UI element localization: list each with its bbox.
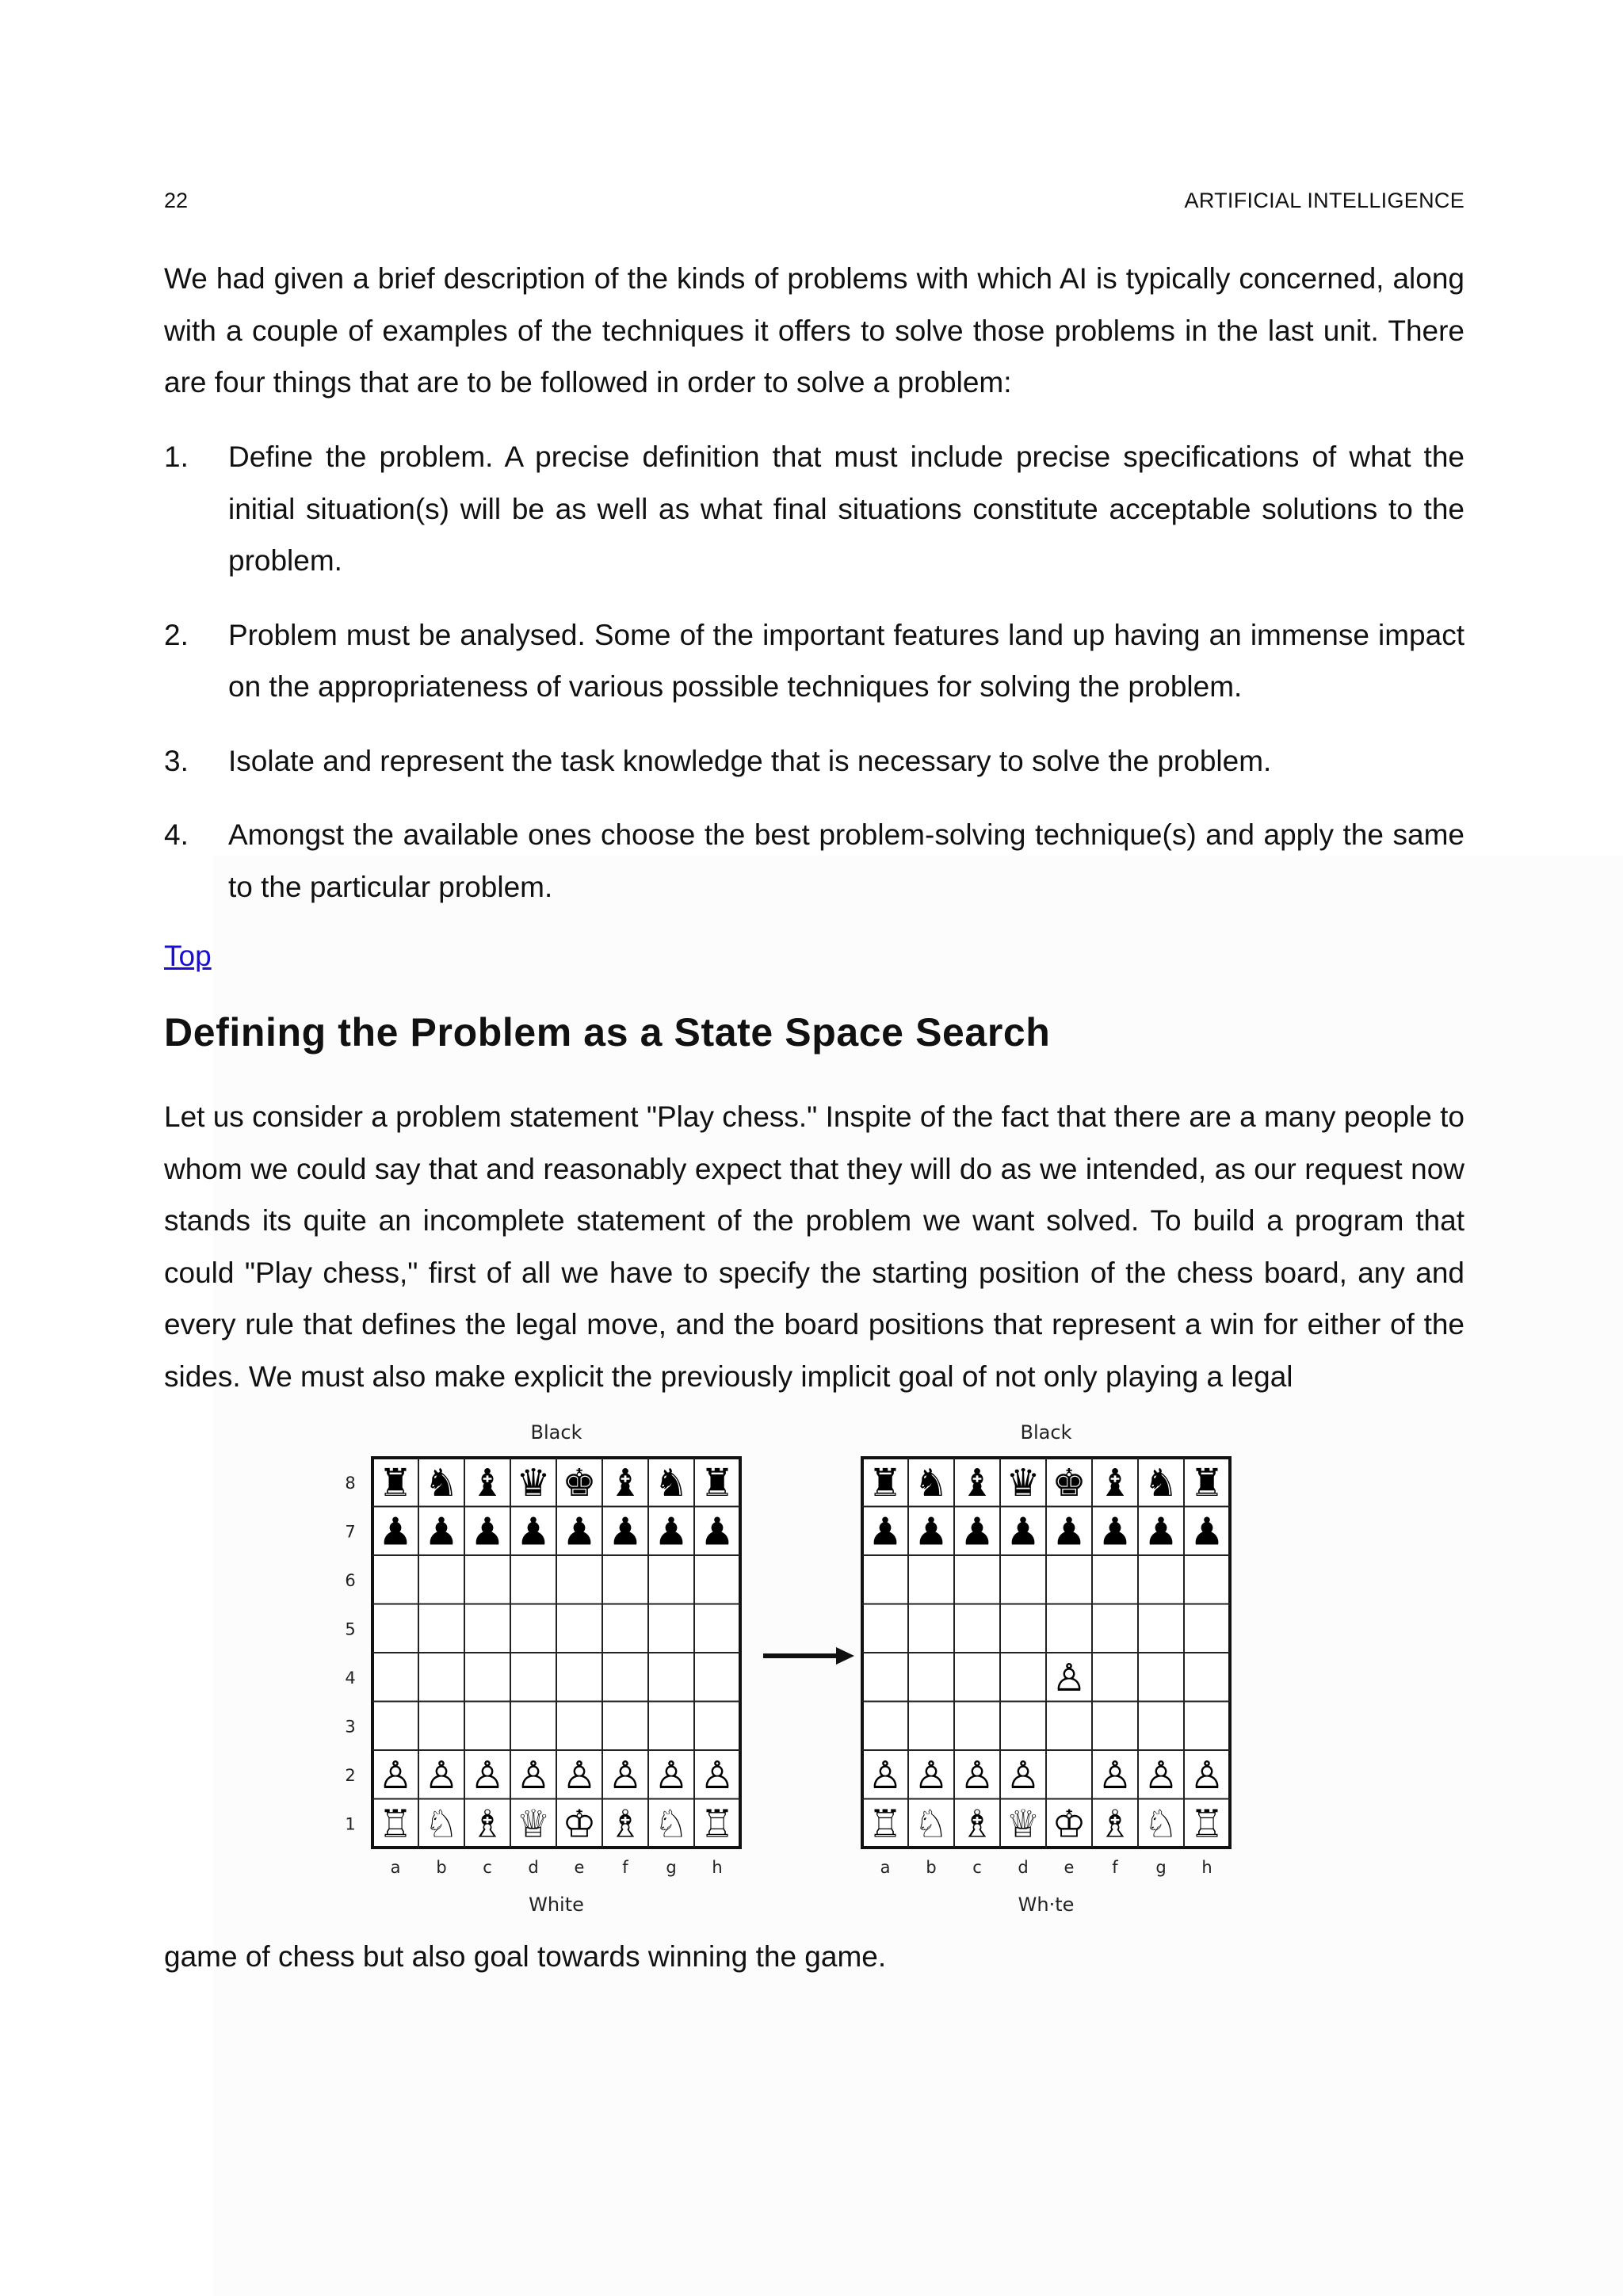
chess-piece: ♟ bbox=[1052, 1509, 1086, 1554]
step-item bbox=[164, 609, 1465, 713]
step-item bbox=[164, 735, 1465, 788]
chess-piece: ♟ bbox=[1144, 1509, 1178, 1554]
chess-piece: ♜ bbox=[1190, 1460, 1224, 1505]
chess-piece: ♙ bbox=[960, 1753, 995, 1798]
chess-piece: ♙ bbox=[1052, 1655, 1086, 1700]
chess-piece: ♟ bbox=[424, 1509, 459, 1554]
chess-piece: ♕ bbox=[516, 1802, 551, 1847]
chess-piece: ♖ bbox=[1190, 1802, 1224, 1847]
rank-label: 2 bbox=[345, 1765, 356, 1785]
chess-piece: ♙ bbox=[1190, 1753, 1224, 1798]
chess-piece: ♛ bbox=[516, 1460, 551, 1505]
chess-piece: ♙ bbox=[562, 1753, 597, 1798]
chess-piece: ♙ bbox=[608, 1753, 643, 1798]
chess-piece: ♔ bbox=[562, 1802, 597, 1847]
chess-piece: ♗ bbox=[960, 1802, 995, 1847]
chess-piece: ♙ bbox=[914, 1753, 949, 1798]
file-label: e bbox=[1064, 1858, 1075, 1877]
rank-label: 8 bbox=[345, 1473, 356, 1493]
chess-piece: ♙ bbox=[470, 1753, 505, 1798]
chess-piece: ♘ bbox=[654, 1802, 689, 1847]
file-label: g bbox=[666, 1858, 677, 1877]
chess-piece: ♘ bbox=[914, 1802, 949, 1847]
rank-label: 1 bbox=[345, 1814, 356, 1834]
file-label: d bbox=[528, 1858, 539, 1877]
chess-piece: ♚ bbox=[562, 1460, 597, 1505]
step-item bbox=[164, 809, 1465, 913]
chess-piece: ♟ bbox=[868, 1509, 903, 1554]
rank-label: 7 bbox=[345, 1522, 356, 1542]
step-text: Define the problem. A precise definition that must include precise specifications of what the initial situation(s) will be as well as what final situations constitute acceptable solutions to the problem. bbox=[228, 441, 1465, 577]
chess-piece: ♟ bbox=[960, 1509, 995, 1554]
chess-figure bbox=[325, 1410, 1244, 1930]
chess-piece: ♙ bbox=[1144, 1753, 1178, 1798]
chess-piece: ♞ bbox=[914, 1460, 949, 1505]
chess-piece: ♘ bbox=[424, 1802, 459, 1847]
step-number: 4. bbox=[164, 818, 189, 851]
file-label: a bbox=[880, 1858, 891, 1877]
chess-piece: ♟ bbox=[378, 1509, 413, 1554]
chess-piece: ♙ bbox=[424, 1753, 459, 1798]
after-move-board-top-label: Black bbox=[1020, 1421, 1072, 1444]
chess-piece: ♝ bbox=[470, 1460, 505, 1505]
chess-piece: ♞ bbox=[654, 1460, 689, 1505]
chess-piece: ♗ bbox=[470, 1802, 505, 1847]
step-text: Isolate and represent the task knowledge that is necessary to solve the problem. bbox=[228, 744, 1272, 777]
top-link[interactable]: Top bbox=[164, 940, 212, 972]
chess-piece: ♝ bbox=[960, 1460, 995, 1505]
intro-paragraph: We had given a brief description of the kinds of problems with which AI is typically concerned, along with a couple of examples of the techniques it offers to solve those problems in the last unit. There are four things that are to be followed in order to solve a problem: bbox=[164, 262, 1465, 399]
chess-piece: ♚ bbox=[1052, 1460, 1086, 1505]
chess-piece: ♗ bbox=[1098, 1802, 1132, 1847]
chess-piece: ♟ bbox=[516, 1509, 551, 1554]
file-label: c bbox=[483, 1858, 492, 1877]
chess-piece: ♙ bbox=[1006, 1753, 1041, 1798]
step-text: Problem must be analysed. Some of the important features land up having an immense impact on the appropriateness of various possible techniques for solving the problem. bbox=[228, 618, 1465, 703]
chess-piece: ♛ bbox=[1006, 1460, 1041, 1505]
chess-piece: ♔ bbox=[1052, 1802, 1086, 1847]
chess-piece: ♝ bbox=[608, 1460, 643, 1505]
chess-piece: ♟ bbox=[700, 1509, 735, 1554]
chess-piece: ♙ bbox=[378, 1753, 413, 1798]
step-item bbox=[164, 431, 1465, 587]
chess-piece: ♕ bbox=[1006, 1802, 1041, 1847]
section-heading: Defining the Problem as a State Space Search bbox=[164, 1010, 1051, 1055]
step-text: Amongst the available ones choose the best problem-solving technique(s) and apply the same to the particular problem. bbox=[228, 818, 1465, 903]
file-label: f bbox=[622, 1858, 628, 1877]
file-label: e bbox=[574, 1858, 585, 1877]
chess-piece: ♖ bbox=[868, 1802, 903, 1847]
chess-piece: ♜ bbox=[868, 1460, 903, 1505]
file-label: h bbox=[1201, 1858, 1212, 1877]
chess-piece: ♞ bbox=[1144, 1460, 1178, 1505]
file-label: h bbox=[712, 1858, 723, 1877]
chess-piece: ♖ bbox=[378, 1802, 413, 1847]
chess-piece: ♗ bbox=[608, 1802, 643, 1847]
chess-piece: ♝ bbox=[1098, 1460, 1132, 1505]
file-label: f bbox=[1112, 1858, 1118, 1877]
chess-piece: ♙ bbox=[654, 1753, 689, 1798]
rank-label: 3 bbox=[345, 1717, 356, 1737]
rank-label: 4 bbox=[345, 1668, 356, 1688]
running-head: ARTIFICIAL INTELLIGENCE bbox=[1184, 189, 1465, 212]
step-number: 3. bbox=[164, 744, 189, 777]
file-label: b bbox=[436, 1858, 447, 1877]
file-label: a bbox=[390, 1858, 401, 1877]
chess-piece: ♟ bbox=[1098, 1509, 1132, 1554]
body-paragraph-end: game of chess but also goal towards winning the game. bbox=[164, 1940, 887, 1973]
file-label: g bbox=[1155, 1858, 1167, 1877]
chess-piece: ♘ bbox=[1144, 1802, 1178, 1847]
rank-label: 5 bbox=[345, 1619, 356, 1639]
start-board-bottom-label: White bbox=[529, 1894, 584, 1916]
step-number: 2. bbox=[164, 618, 189, 651]
chess-piece: ♖ bbox=[700, 1802, 735, 1847]
chess-piece: ♟ bbox=[1190, 1509, 1224, 1554]
after-move-board-bottom-label: Wh·te bbox=[1018, 1894, 1075, 1916]
chess-piece: ♟ bbox=[914, 1509, 949, 1554]
file-label: c bbox=[972, 1858, 982, 1877]
chess-piece: ♙ bbox=[1098, 1753, 1132, 1798]
chess-piece: ♙ bbox=[700, 1753, 735, 1798]
right-arrow-icon bbox=[836, 1647, 854, 1665]
chess-piece: ♞ bbox=[424, 1460, 459, 1505]
chess-piece: ♟ bbox=[1006, 1509, 1041, 1554]
chess-piece: ♜ bbox=[378, 1460, 413, 1505]
chess-piece: ♜ bbox=[700, 1460, 735, 1505]
page-number: 22 bbox=[164, 189, 189, 212]
step-number: 1. bbox=[164, 441, 189, 473]
chess-piece: ♟ bbox=[470, 1509, 505, 1554]
chess-piece: ♟ bbox=[562, 1509, 597, 1554]
file-label: b bbox=[926, 1858, 937, 1877]
chess-piece: ♙ bbox=[868, 1753, 903, 1798]
chess-piece: ♙ bbox=[516, 1753, 551, 1798]
file-label: d bbox=[1018, 1858, 1029, 1877]
start-board-top-label: Black bbox=[530, 1421, 582, 1444]
body-paragraph: Let us consider a problem statement "Play chess." Inspite of the fact that there are a many people to whom we could say that and reasonably expect that they will do as we intended, as our request now stands its quite an incomplete statement of the problem we want solved. To build a program that could "Play chess," first of all we have to specify the starting position of the chess board, any and every rule that defines the legal move, and the board positions that represent a win for either of the sides. We must also make explicit the previously implicit goal of not only playing a legal bbox=[164, 1100, 1465, 1393]
chess-piece: ♟ bbox=[608, 1509, 643, 1554]
steps-list bbox=[164, 431, 1465, 935]
rank-label: 6 bbox=[345, 1570, 356, 1590]
chess-piece: ♟ bbox=[654, 1509, 689, 1554]
